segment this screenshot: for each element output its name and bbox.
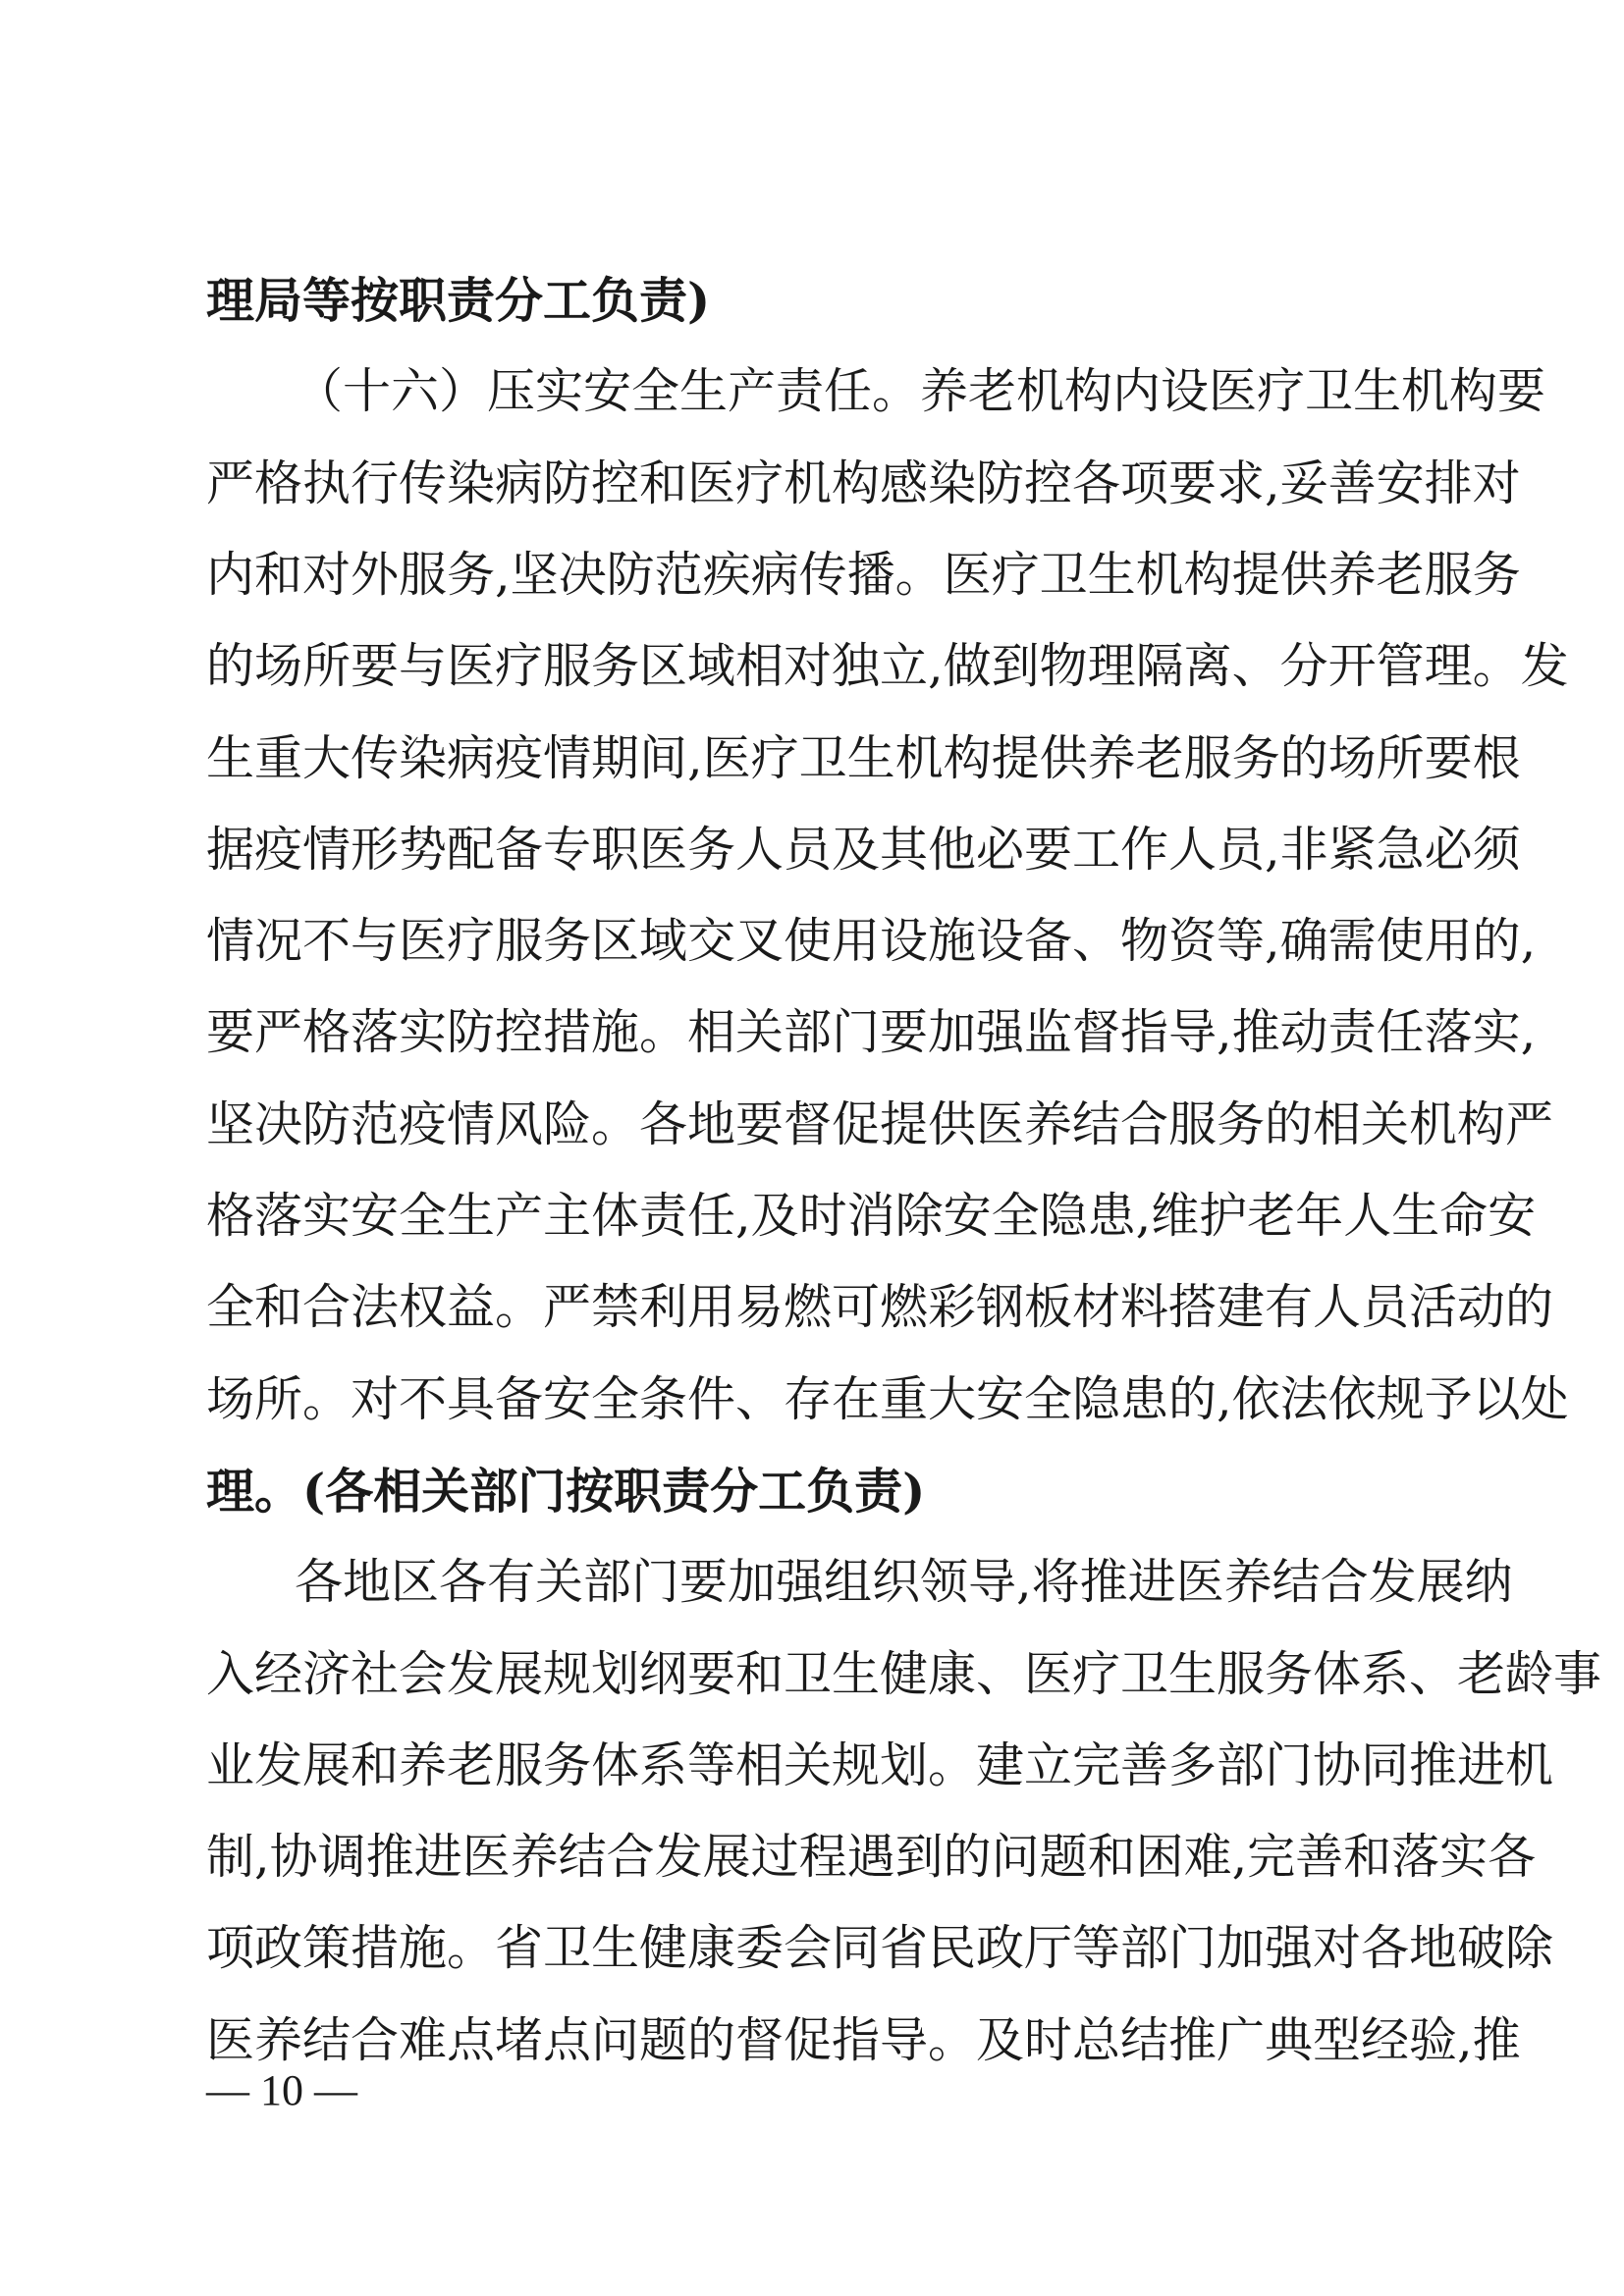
text-line: 情况不与医疗服务区域交叉使用设施设备、物资等,确需使用的,	[206, 913, 1537, 969]
section-heading-line: （十六）压实安全生产责任。养老机构内设医疗卫生机构要	[295, 363, 1546, 419]
text-line: 格落实安全生产主体责任,及时消除安全隐患,维护老年人生命安	[206, 1188, 1537, 1244]
text-line: 生重大传染病疫情期间,医疗卫生机构提供养老服务的场所要根	[206, 730, 1521, 786]
text-line: 内和对外服务,坚决防范疾病传播。医疗卫生机构提供养老服务	[206, 547, 1521, 603]
text-line: 坚决防范疫情风险。各地要督促提供医养结合服务的相关机构严	[206, 1096, 1554, 1152]
text-line: 要严格落实防控措施。相关部门要加强监督指导,推动责任落实,	[206, 1004, 1537, 1060]
paragraph-start-line: 各地区各有关部门要加强组织领导,将推进医养结合发展纳	[295, 1554, 1513, 1610]
text-line: 据疫情形势配备专职医务人员及其他必要工作人员,非紧急必须	[206, 822, 1521, 878]
text-line: 理局等按职责分工负责)	[206, 272, 711, 329]
text-line: 项政策措施。省卫生健康委会同省民政厅等部门加强对各地破除	[206, 1920, 1554, 1976]
text-line: 的场所要与医疗服务区域相对独立,做到物理隔离、分开管理。发	[206, 638, 1569, 694]
text-line: 严格执行传染病防控和医疗机构感染防控各项要求,妥善安排对	[206, 455, 1521, 511]
text-line: 医养结合难点堵点问题的督促指导。及时总结推广典型经验,推	[206, 2012, 1521, 2068]
text-line: 全和合法权益。严禁利用易燃可燃彩钢板材料搭建有人员活动的	[206, 1279, 1554, 1335]
page-number: — 10 —	[206, 2066, 357, 2114]
text-line: 入经济社会发展规划纲要和卫生健康、医疗卫生服务体系、老龄事	[206, 1646, 1602, 1702]
text-line: 理。(各相关部门按职责分工负责)	[206, 1463, 926, 1520]
text-line: 制,协调推进医养结合发展过程遇到的问题和困难,完善和落实各	[206, 1829, 1537, 1885]
text-line: 场所。对不具备安全条件、存在重大安全隐患的,依法依规予以处	[206, 1371, 1569, 1427]
text-line: 业发展和养老服务体系等相关规划。建立完善多部门协同推进机	[206, 1737, 1554, 1793]
